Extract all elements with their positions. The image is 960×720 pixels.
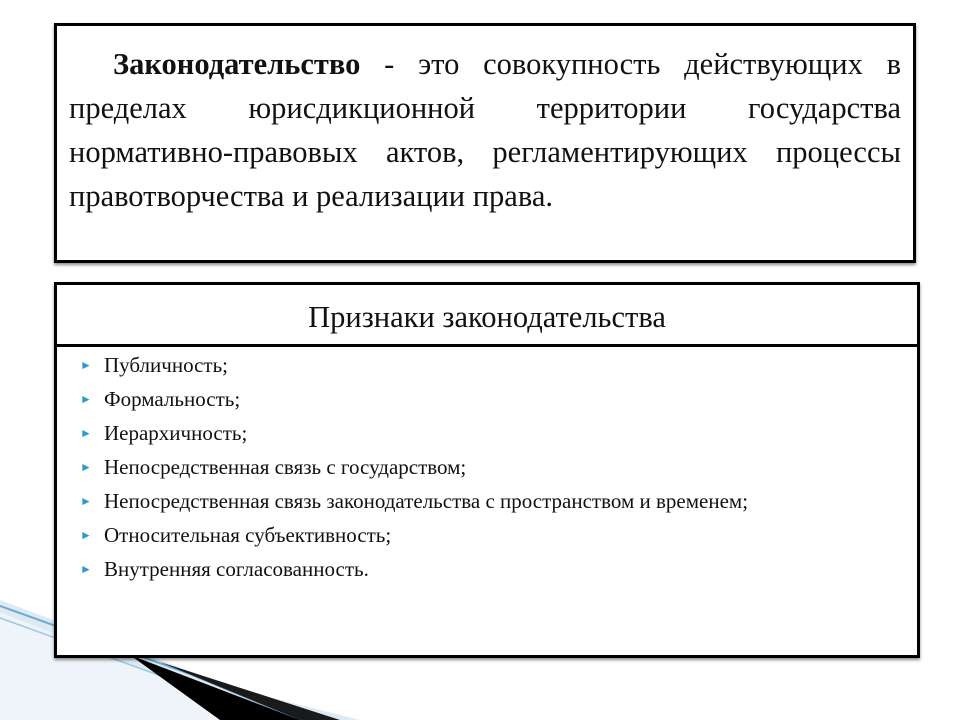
list-item-label: Внутренняя согласованность. bbox=[104, 557, 369, 581]
bullet-arrow-icon: ► bbox=[80, 460, 92, 474]
list-item-label: Публичность; bbox=[104, 353, 229, 377]
list-item bbox=[80, 554, 909, 584]
features-title: Признаки законодательства bbox=[57, 285, 917, 347]
list-item bbox=[80, 350, 909, 380]
features-list bbox=[57, 350, 917, 584]
list-item-label: Непосредственная связь с государством; bbox=[104, 455, 467, 479]
bullet-arrow-icon: ► bbox=[80, 392, 92, 406]
list-item bbox=[80, 520, 909, 550]
bullet-arrow-icon: ► bbox=[80, 562, 92, 576]
list-item bbox=[80, 486, 909, 516]
bullet-arrow-icon: ► bbox=[80, 358, 92, 372]
list-item-label: Иерархичность; bbox=[104, 421, 248, 445]
list-item bbox=[80, 418, 909, 448]
list-item bbox=[80, 452, 909, 482]
bullet-arrow-icon: ► bbox=[80, 528, 92, 542]
definition-box bbox=[54, 23, 916, 263]
list-item-label: Относительная субъективность; bbox=[104, 523, 392, 547]
bullet-arrow-icon: ► bbox=[80, 494, 92, 508]
definition-body: - это совокупность действующих в пределах юрисдикционной территории государства нормативно-правовых актов, регламентирующих процессы правотворчества и реализации права. bbox=[69, 47, 901, 213]
list-item-label: Непосредственная связь законодательства с пространством и временем; bbox=[104, 489, 749, 513]
list-item bbox=[80, 384, 909, 414]
list-item-label: Формальность; bbox=[104, 387, 241, 411]
features-box bbox=[54, 282, 920, 658]
bullet-arrow-icon: ► bbox=[80, 426, 92, 440]
definition-text bbox=[69, 42, 901, 218]
definition-term: Законодательство bbox=[113, 47, 361, 81]
